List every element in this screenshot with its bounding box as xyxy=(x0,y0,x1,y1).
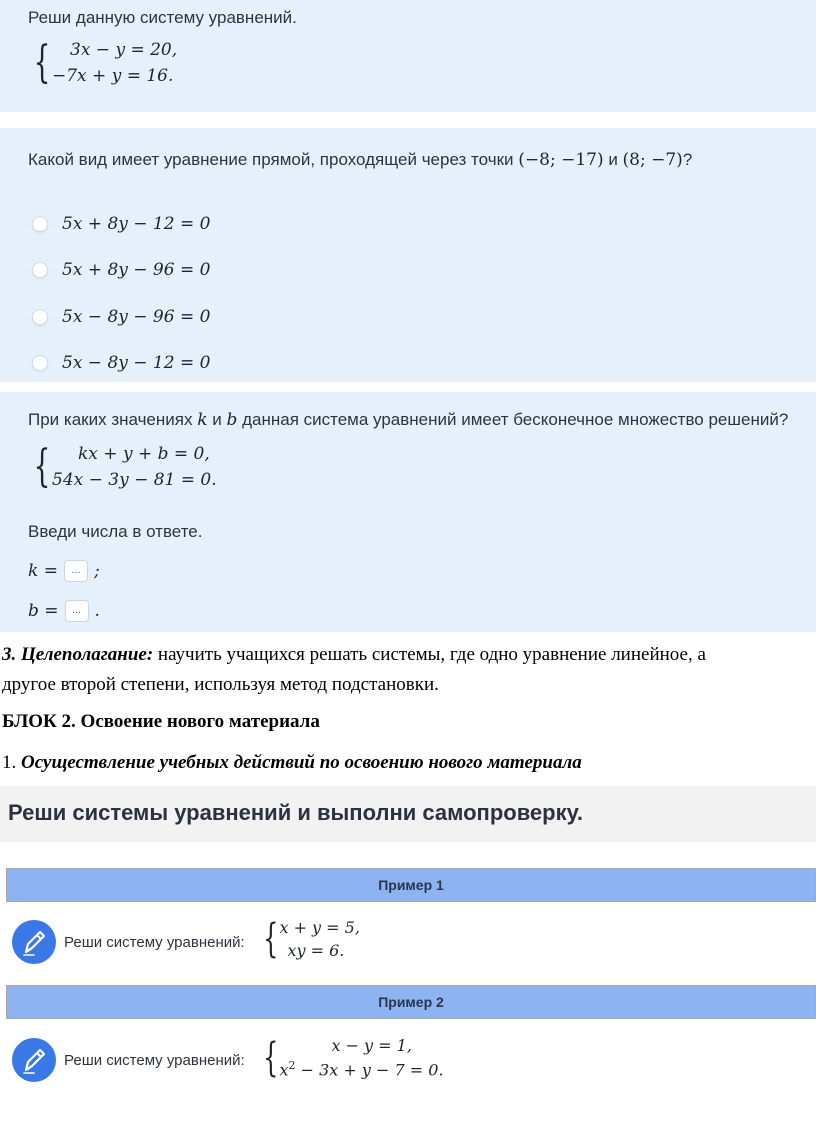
option-label: 5x + 8y − 96 = 0 xyxy=(62,260,211,280)
task1-eq2: −7x + y = 16. xyxy=(52,66,174,86)
task3-eq1: kx + y + b = 0, xyxy=(78,444,210,464)
option-4[interactable] xyxy=(32,353,210,373)
task-card-1 xyxy=(0,0,816,112)
task3-system xyxy=(28,441,217,492)
example-1-system xyxy=(258,918,360,960)
option-label: 5x − 8y − 96 = 0 xyxy=(62,307,211,327)
option-2[interactable] xyxy=(32,260,210,280)
item-number: 1. xyxy=(2,752,21,773)
example-2-eq1: x − y = 1, xyxy=(331,1036,412,1055)
system-brace: { xyxy=(33,37,51,88)
task2-prompt-start: Какой вид имеет уравнение прямой, проходящей через точки xyxy=(28,150,519,169)
k-answer-input[interactable]: ... xyxy=(64,560,88,582)
example-1-title: Пример 1 xyxy=(378,877,444,893)
pencil-icon xyxy=(12,920,56,964)
example-2-eq2-rest: − 3x + y − 7 = 0. xyxy=(295,1060,444,1080)
task2-prompt xyxy=(28,150,692,170)
pencil-icon xyxy=(12,1038,56,1082)
k-label: k = xyxy=(28,561,58,581)
task-card-3 xyxy=(0,392,816,632)
option-1[interactable] xyxy=(32,214,210,234)
radio-button[interactable] xyxy=(32,309,48,325)
task3-prompt xyxy=(28,410,788,430)
example-2-system xyxy=(258,1036,443,1079)
exercise-banner xyxy=(0,786,816,842)
b-label: b = xyxy=(28,601,59,621)
radio-button[interactable] xyxy=(32,262,48,278)
k-answer-row xyxy=(28,560,100,582)
b-sep: . xyxy=(94,601,100,621)
example-1-eq2: xy = 6. xyxy=(287,941,345,960)
option-label: 5x + 8y − 12 = 0 xyxy=(62,214,211,234)
task3-prompt-b: данная система уравнений имеет бесконечное множество решений? xyxy=(237,410,789,429)
task1-prompt: Реши данную систему уравнений. xyxy=(28,8,297,27)
task3-mid: и xyxy=(207,410,227,429)
task2-point2: (8; −7) xyxy=(622,150,683,170)
goal-text: научить учащихся решать системы, где одно уравнение линейное, а xyxy=(153,644,706,665)
system-brace: { xyxy=(263,1034,279,1081)
example-2-label: Реши систему уравнений: xyxy=(64,1052,245,1069)
task3-var-k: k xyxy=(197,410,208,430)
k-sep: ; xyxy=(93,561,100,581)
example-2-eq2-exponent: 2 xyxy=(288,1059,296,1072)
task1-system xyxy=(28,37,178,88)
task3-var-b: b xyxy=(226,410,238,430)
example-1-eq1: x + y = 5, xyxy=(279,918,360,937)
b-answer-row xyxy=(28,600,100,622)
task1-eq1: 3x − y = 20, xyxy=(70,40,178,60)
item-text: Осуществление учебных действий по освоению нового материала xyxy=(21,752,582,773)
task-card-2 xyxy=(0,128,816,382)
radio-button[interactable] xyxy=(32,355,48,371)
example-2-eq2-x: x xyxy=(279,1060,289,1080)
example-1-header xyxy=(6,868,816,902)
goal-label: 3. Целеполагание: xyxy=(2,644,154,665)
task3-prompt-a: При каких значениях xyxy=(28,410,198,429)
example-2-header xyxy=(6,985,816,1019)
task3-instruction: Введи числа в ответе. xyxy=(28,522,203,541)
example-2-eq2 xyxy=(279,1059,443,1079)
task2-conj: и xyxy=(603,150,623,169)
task2-prompt-end: ? xyxy=(682,150,693,169)
example-1-label: Реши систему уравнений: xyxy=(64,934,245,951)
example-2-title: Пример 2 xyxy=(378,994,444,1010)
b-answer-input[interactable]: ... xyxy=(65,600,89,622)
option-label: 5x − 8y − 12 = 0 xyxy=(62,353,211,373)
block-title: БЛОК 2. Освоение нового материала xyxy=(2,711,320,732)
goal-paragraph-line2: другое второй степени, используя метод подстановки. xyxy=(2,674,439,695)
option-3[interactable] xyxy=(32,307,210,327)
task2-point1: (−8; −17) xyxy=(518,150,604,170)
banner-title: Реши системы уравнений и выполни самопроверку. xyxy=(8,800,584,825)
item-heading xyxy=(2,752,582,774)
system-brace: { xyxy=(33,441,51,492)
goal-paragraph xyxy=(2,644,814,666)
radio-button[interactable] xyxy=(32,216,48,232)
task3-eq2: 54x − 3y − 81 = 0. xyxy=(52,470,217,490)
system-brace: { xyxy=(263,916,279,962)
